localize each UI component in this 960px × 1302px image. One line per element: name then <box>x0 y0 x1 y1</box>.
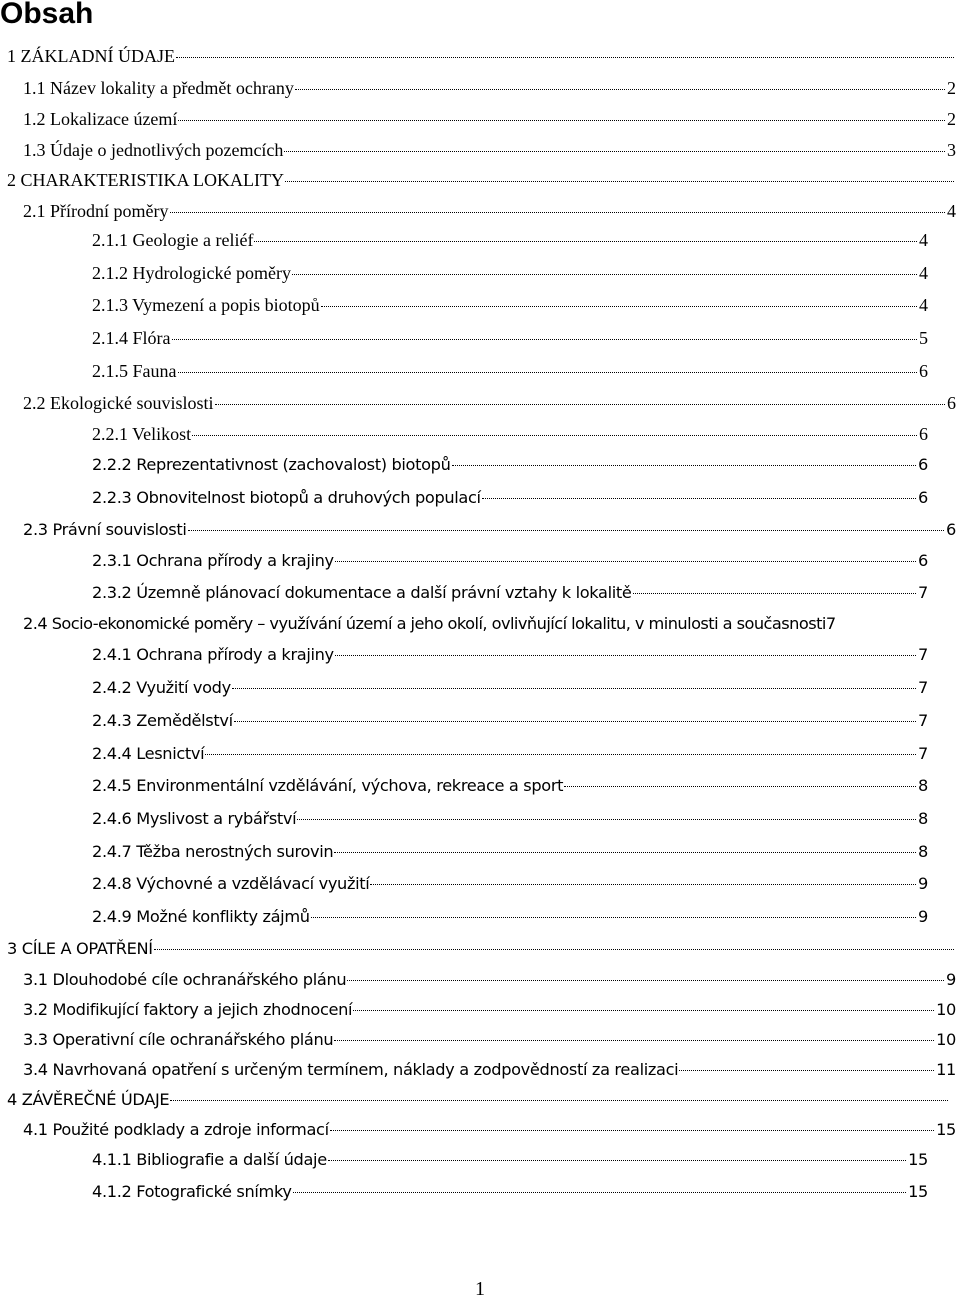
toc-entry-page: 3 <box>947 140 956 160</box>
toc-entry-page: 8 <box>918 842 928 861</box>
toc-entry[interactable] <box>92 711 928 730</box>
toc-entry-page: 7 <box>918 711 928 730</box>
toc-entry-page: 6 <box>947 393 956 413</box>
toc-entry-text: 2.2 Ekologické souvislosti <box>23 393 214 413</box>
toc-entry-page: 4 <box>919 263 928 283</box>
dot-leader <box>292 274 917 275</box>
toc-entry-text: 2.4.3 Zemědělství <box>92 711 233 730</box>
dot-leader <box>285 181 954 182</box>
toc-entry-text: 3 CÍLE A OPATŘENÍ <box>7 939 153 958</box>
toc-entry-page: 10 <box>936 1030 956 1049</box>
dot-leader <box>234 721 916 722</box>
dot-leader <box>215 404 946 405</box>
dot-leader <box>335 655 916 656</box>
toc-entry-page: 6 <box>918 551 928 570</box>
dot-leader <box>335 561 916 562</box>
toc-entry-chapter-1[interactable] <box>7 46 956 67</box>
toc-entry-page: 8 <box>918 776 928 795</box>
toc-entry[interactable] <box>23 1120 956 1139</box>
toc-entry[interactable] <box>92 678 928 697</box>
toc-entry-page: 7 <box>918 583 928 602</box>
toc-entry-page: 2 <box>947 78 956 98</box>
toc-entry-text: 2.2.1 Velikost <box>92 424 192 444</box>
toc-entry-page: 15 <box>908 1182 928 1201</box>
toc-heading: Obsah <box>0 0 94 30</box>
toc-entry-text: 1.3 Údaje o jednotlivých pozemcích <box>23 140 284 160</box>
toc-entry-text: 3.2 Modifikující faktory a jejich zhodnocení <box>23 1000 353 1019</box>
toc-entry-text: 1.1 Název lokality a předmět ochrany <box>23 78 294 98</box>
toc-entry-chapter-3[interactable] <box>7 939 956 958</box>
dot-leader <box>330 1130 934 1131</box>
toc-entry-page: 10 <box>936 1000 956 1019</box>
toc-entry-text: 1.2 Lokalizace území <box>23 109 178 129</box>
dot-leader <box>334 1040 934 1041</box>
toc-entry-text: 2.1.5 Fauna <box>92 361 177 381</box>
toc-entry[interactable] <box>92 1150 928 1169</box>
toc-entry[interactable] <box>92 328 928 349</box>
toc-entry-page: 7 <box>825 614 836 633</box>
dot-leader <box>284 151 945 152</box>
dot-leader <box>633 593 917 594</box>
toc-entry-page: 9 <box>918 874 928 893</box>
toc-entry[interactable] <box>92 583 928 602</box>
dot-leader <box>205 754 916 755</box>
toc-entry-text: 4 ZÁVĚREČNÉ ÚDAJE <box>7 1090 170 1109</box>
dot-leader <box>254 241 917 242</box>
toc-entry-text: 2.4.5 Environmentální vzdělávání, výchova, rekreace a sport <box>92 776 564 795</box>
toc-entry-page: 4 <box>919 295 928 315</box>
page-number: 1 <box>475 1278 485 1300</box>
dot-leader <box>321 306 917 307</box>
toc-entry-text: 3.4 Navrhovaná opatření s určeným termínem, náklady a zodpovědností za realizaci <box>23 1060 679 1079</box>
toc-entry-text: 2.1 Přírodní poměry <box>23 201 169 221</box>
toc-entry-page: 7 <box>918 645 928 664</box>
toc-entry-text: 2.4 Socio-ekonomické poměry – využívání území a jeho okolí, ovlivňující lokalitu, v minulosti a současnosti <box>23 614 826 633</box>
toc-entry[interactable] <box>23 614 956 633</box>
toc-entry-text: 2.4.8 Výchovné a vzdělávací využití <box>92 874 370 893</box>
toc-entry-text: 2.4.1 Ochrana přírody a krajiny <box>92 645 334 664</box>
toc-entry-text: 2.2.2 Reprezentativnost (zachovalost) biotopů <box>92 455 451 474</box>
dot-leader <box>295 89 945 90</box>
toc-entry[interactable] <box>92 809 928 828</box>
toc-entry-text: 2.4.9 Možné konflikty zájmů <box>92 907 310 926</box>
dot-leader <box>170 212 946 213</box>
toc-entry-page: 4 <box>947 201 956 221</box>
toc-entry[interactable] <box>92 645 928 664</box>
toc-entry[interactable] <box>92 842 928 861</box>
toc-entry-page: 9 <box>918 907 928 926</box>
toc-entry-chapter-2[interactable] <box>7 170 956 191</box>
dot-leader <box>154 949 954 950</box>
dot-leader <box>293 1192 906 1193</box>
toc-entry-text: 4.1.2 Fotografické snímky <box>92 1182 292 1201</box>
toc-entry[interactable] <box>23 393 956 414</box>
toc-entry[interactable] <box>23 970 956 989</box>
toc-entry[interactable] <box>92 424 928 445</box>
dot-leader <box>347 980 944 981</box>
toc-entry-page: 15 <box>908 1150 928 1169</box>
toc-entry-page: 5 <box>919 328 928 348</box>
toc-entry-text: 2.3 Právní souvislosti <box>23 520 187 539</box>
dot-leader <box>178 120 945 121</box>
toc-entry-text: 3.1 Dlouhodobé cíle ochranářského plánu <box>23 970 347 989</box>
toc-entry[interactable] <box>23 1030 956 1049</box>
toc-entry[interactable] <box>92 455 928 474</box>
toc-entry[interactable] <box>23 201 956 222</box>
dot-leader <box>176 57 954 58</box>
toc-entry-page: 6 <box>919 361 928 381</box>
toc-entry-text: 1 ZÁKLADNÍ ÚDAJE <box>7 46 175 66</box>
toc-entry[interactable] <box>92 295 928 316</box>
toc-entry-page: 6 <box>946 520 956 539</box>
toc-entry-text: 4.1 Použité podklady a zdroje informací <box>23 1120 329 1139</box>
dot-leader <box>192 435 917 436</box>
toc-entry[interactable] <box>92 263 928 284</box>
dot-leader <box>482 498 916 499</box>
toc-entry[interactable] <box>92 776 928 795</box>
dot-leader <box>178 372 918 373</box>
toc-entry-text: 2.4.4 Lesnictví <box>92 744 205 763</box>
toc-entry-page: 6 <box>918 455 928 474</box>
dot-leader <box>188 530 945 531</box>
toc-entry-chapter-4[interactable] <box>7 1090 950 1109</box>
dot-leader <box>328 1160 906 1161</box>
toc-entry-text: 2.4.2 Využití vody <box>92 678 231 697</box>
dot-leader <box>564 786 916 787</box>
toc-entry-text: 4.1.1 Bibliografie a další údaje <box>92 1150 327 1169</box>
toc-entry-text: 2.1.2 Hydrologické poměry <box>92 263 291 283</box>
toc-entry-text: 2.1.1 Geologie a reliéf <box>92 230 254 250</box>
toc-entry-text: 2.3.1 Ochrana přírody a krajiny <box>92 551 334 570</box>
toc-entry-page: 9 <box>946 970 956 989</box>
toc-entry[interactable] <box>23 78 956 99</box>
toc-entry[interactable] <box>92 230 928 251</box>
toc-entry-page: 6 <box>919 424 928 444</box>
dot-leader <box>297 819 916 820</box>
toc-entry[interactable] <box>23 1060 956 1079</box>
toc-entry-page: 8 <box>918 809 928 828</box>
toc-entry-text: 2.1.3 Vymezení a popis biotopů <box>92 295 320 315</box>
toc-entry-page: 4 <box>919 230 928 250</box>
toc-entry-page: 6 <box>918 488 928 507</box>
dot-leader <box>452 465 917 466</box>
toc-entry-text: 2.3.2 Územně plánovací dokumentace a další právní vztahy k lokalitě <box>92 583 632 602</box>
toc-entry-text: 3.3 Operativní cíle ochranářského plánu <box>23 1030 334 1049</box>
toc-entry-page: 7 <box>918 744 928 763</box>
toc-entry-page: 15 <box>936 1120 956 1139</box>
dot-leader <box>679 1070 934 1071</box>
dot-leader <box>353 1010 934 1011</box>
toc-entry-text: 2.2.3 Obnovitelnost biotopů a druhových populací <box>92 488 481 507</box>
toc-entry[interactable] <box>23 140 956 161</box>
toc-entry[interactable] <box>92 744 928 763</box>
toc-entry[interactable] <box>92 1182 928 1201</box>
toc-entry-page: 2 <box>947 109 956 129</box>
toc-entry[interactable] <box>92 361 928 382</box>
dot-leader <box>232 688 916 689</box>
dot-leader <box>311 917 916 918</box>
toc-entry-page: 7 <box>918 678 928 697</box>
toc-entry[interactable] <box>92 874 928 893</box>
toc-entry[interactable] <box>23 520 956 539</box>
dot-leader <box>170 1100 948 1101</box>
toc-entry-page: 11 <box>936 1060 956 1079</box>
toc-entry[interactable] <box>23 1000 956 1019</box>
toc-entry[interactable] <box>92 488 928 507</box>
toc-entry-text: 2.4.6 Myslivost a rybářství <box>92 809 297 828</box>
dot-leader <box>370 884 916 885</box>
dot-leader <box>334 852 916 853</box>
toc-entry[interactable] <box>92 551 928 570</box>
dot-leader <box>172 339 918 340</box>
toc-entry[interactable] <box>23 109 956 130</box>
toc-entry-text: 2.1.4 Flóra <box>92 328 171 348</box>
toc-entry-text: 2 CHARAKTERISTIKA LOKALITY <box>7 170 284 190</box>
toc-entry-text: 2.4.7 Těžba nerostných surovin <box>92 842 334 861</box>
toc-entry[interactable] <box>92 907 928 926</box>
